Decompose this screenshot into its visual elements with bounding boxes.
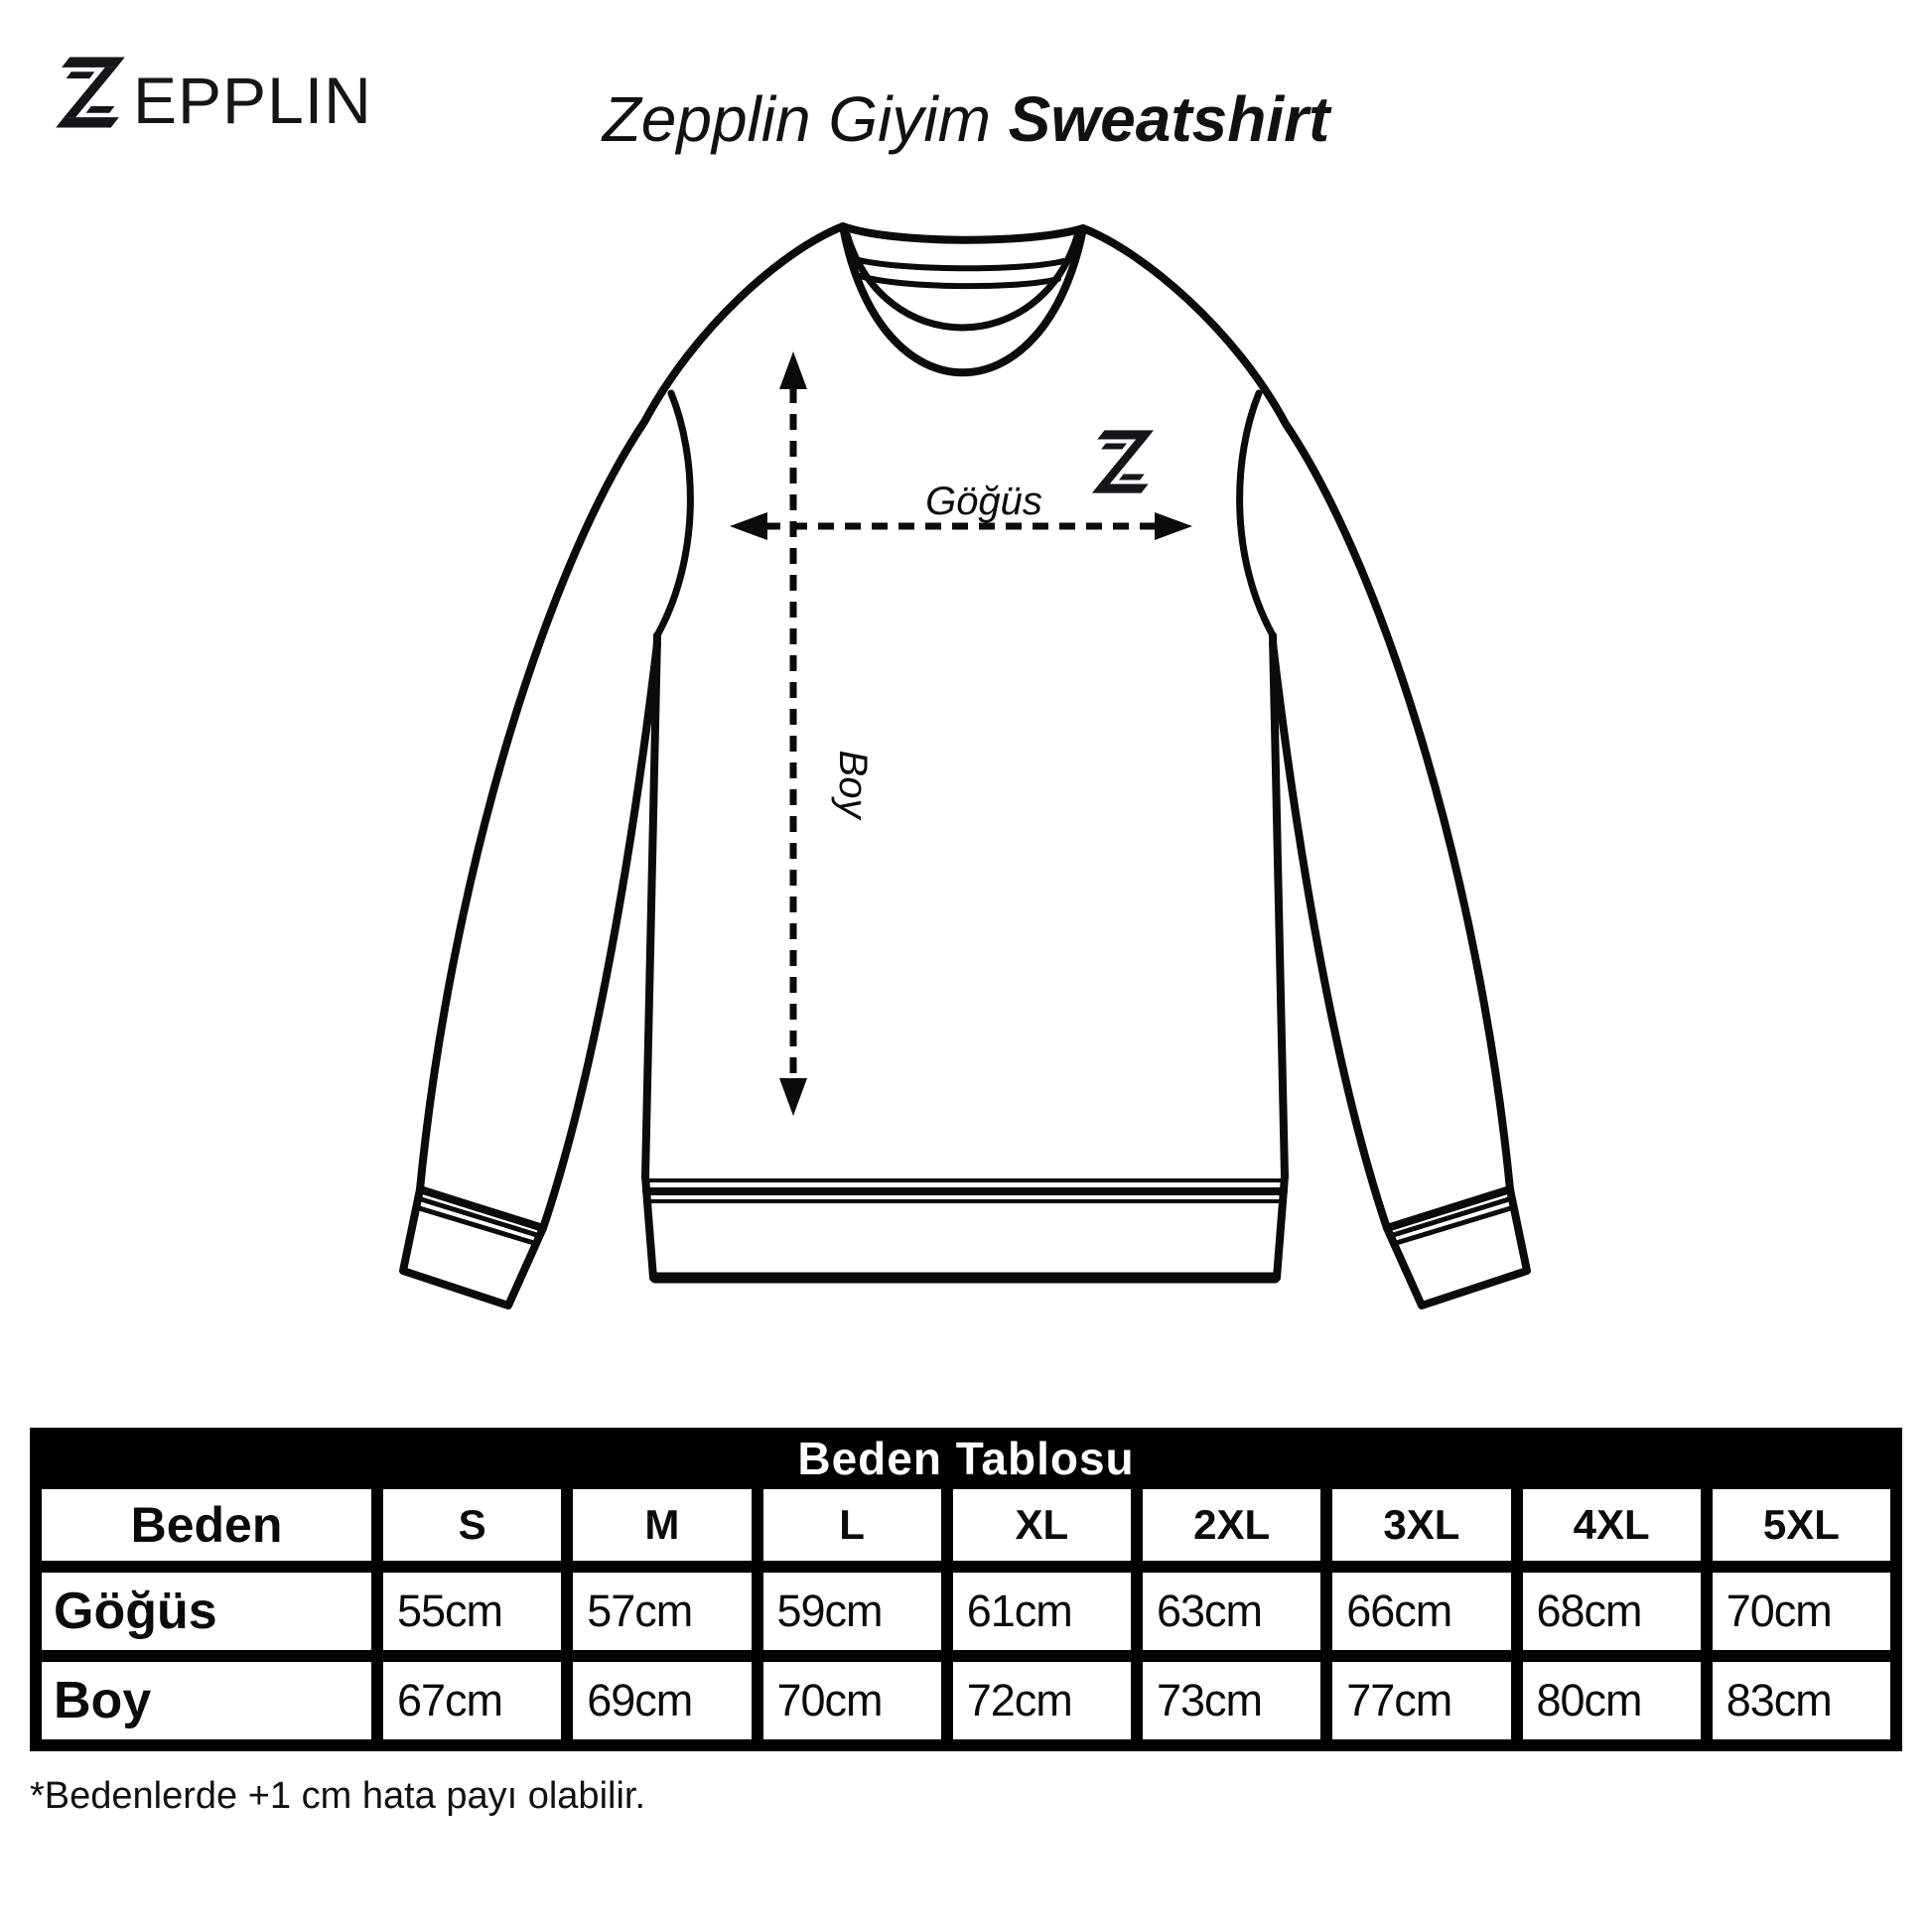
size-table [30, 1428, 1902, 1751]
size-header-s: S [383, 1489, 561, 1561]
length-value-m: 69cm [573, 1662, 751, 1739]
chest-value-5xl: 70cm [1713, 1573, 1890, 1650]
chest-value-l: 59cm [763, 1573, 941, 1650]
title-product-text: Sweatshirt [1008, 83, 1330, 155]
size-header-2xl: 2XL [1143, 1489, 1320, 1561]
length-measure-label: Boy [831, 750, 875, 819]
chest-value-s: 55cm [383, 1573, 561, 1650]
length-value-5xl: 83cm [1713, 1662, 1890, 1739]
size-header-xl: XL [953, 1489, 1131, 1561]
size-header-5xl: 5XL [1713, 1489, 1890, 1561]
length-value-4xl: 80cm [1523, 1662, 1701, 1739]
brand-logo-text: EPPLIN [133, 64, 372, 137]
size-header-l: L [763, 1489, 941, 1561]
measurement-label-chest: Göğüs [42, 1573, 371, 1650]
length-value-xl: 72cm [953, 1662, 1131, 1739]
size-tolerance-note: *Bedenlerde +1 cm hata payı olabilir. [30, 1775, 646, 1817]
chest-z-logo-icon [1092, 430, 1154, 492]
chest-value-2xl: 63cm [1143, 1573, 1320, 1650]
length-value-s: 67cm [383, 1662, 561, 1739]
size-table-corner-cell: Beden [42, 1489, 371, 1561]
size-header-3xl: 3XL [1332, 1489, 1510, 1561]
size-header-m: M [573, 1489, 751, 1561]
measurement-label-length: Boy [42, 1662, 371, 1739]
size-table-title: Beden Tablosu [797, 1433, 1135, 1484]
size-header-4xl: 4XL [1523, 1489, 1701, 1561]
chest-value-4xl: 68cm [1523, 1573, 1701, 1650]
chest-value-xl: 61cm [953, 1573, 1131, 1650]
sweatshirt-outline [403, 226, 1527, 1306]
size-table-grid [42, 1489, 1890, 1739]
length-arrow [779, 351, 807, 1116]
length-value-3xl: 77cm [1332, 1662, 1510, 1739]
chest-value-m: 57cm [573, 1573, 751, 1650]
chest-value-3xl: 66cm [1332, 1573, 1510, 1650]
chest-measure-label: Göğüs [925, 480, 1042, 523]
length-value-2xl: 73cm [1143, 1662, 1320, 1739]
title-brand-text: Zepplin Giyim [602, 83, 991, 155]
length-value-l: 70cm [763, 1662, 941, 1739]
